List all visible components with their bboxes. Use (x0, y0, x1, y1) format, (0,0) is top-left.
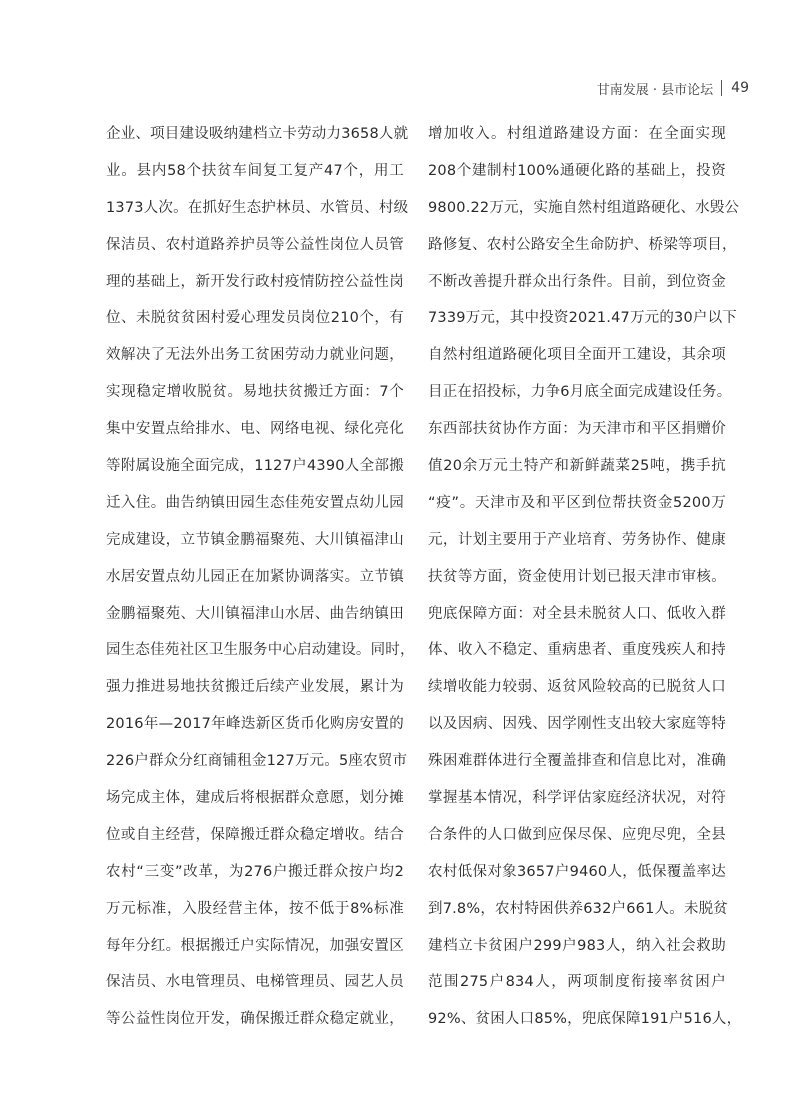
body-text-line: 体、收入不稳定、重病患者、重度残疾人和持 (428, 642, 726, 659)
body-text-line: 续增收能力较弱、返贫风险较高的已脱贫人口 (428, 679, 726, 696)
body-text-line: 扶贫等方面，资金使用计划已报天津市审核。 (428, 568, 726, 585)
body-text-line: 目正在招投标，力争6月底全面完成建设任务。 (428, 384, 732, 401)
body-text-line: 完成建设，立节镇金鹏福聚苑、大川镇福津山 (106, 531, 404, 548)
body-text-line: 等附属设施全面完成，1127户4390人全部搬 (106, 458, 404, 475)
body-text-line: 等公益性岗位开发，确保搬迁群众稳定就业， (106, 1011, 404, 1028)
body-text-line: 迁入住。曲告纳镇田园生态佳苑安置点幼儿园 (106, 494, 404, 511)
body-text-line: 农村低保对象3657户9460人，低保覆盖率达 (428, 863, 726, 880)
body-text-line: 每年分红。根据搬迁户实际情况，加强安置区 (106, 937, 404, 954)
header-divider (721, 80, 722, 96)
body-text-line: 位或自主经营，保障搬迁群众稳定增收。结合 (106, 826, 404, 843)
body-text-line: 以及因病、因残、因学刚性支出较大家庭等特 (428, 716, 726, 733)
body-text-line: 实现稳定增收脱贫。易地扶贫搬迁方面：7个 (106, 384, 404, 401)
body-text-line: 不断改善提升群众出行条件。目前，到位资金 (428, 273, 726, 290)
body-text-line: 位、未脱贫贫困村爱心理发员岗位210个，有 (106, 310, 404, 327)
body-text-line: 企业、项目建设吸纳建档立卡劳动力3658人就 (106, 126, 409, 142)
body-text-line: 值20余万元土特产和新鲜蔬菜25吨，携手抗 (428, 458, 726, 475)
body-text-line: 万元标准，入股经营主体，按不低于8%标准 (106, 900, 404, 917)
body-text-line: 掌握基本情况，科学评估家庭经济状况，对符 (428, 790, 726, 807)
body-text-line: 自然村组道路硬化项目全面开工建设，其余项 (428, 347, 726, 364)
body-text-line: 保洁员、水电管理员、电梯管理员、园艺人员 (106, 974, 404, 991)
right-column (428, 121, 742, 1043)
body-text-line: 兜底保障方面：对全县未脱贫人口、低收入群 (428, 605, 726, 622)
body-text-line: 强力推进易地扶贫搬迁后续产业发展，累计为 (106, 679, 404, 696)
body-text-line: 建档立卡贫困户299户983人，纳入社会救助 (428, 937, 726, 954)
body-text-line: 范围275户834人，两项制度衔接率贫困户 (428, 974, 726, 991)
running-header (597, 79, 749, 97)
body-text-line: 路修复、农村公路安全生命防护、桥梁等项目， (428, 236, 737, 253)
header-title: 甘南发展 · 县市论坛 (596, 82, 714, 98)
body-text-line: 殊困难群体进行全覆盖排查和信息比对，准确 (428, 753, 726, 770)
page-number: 49 (731, 80, 749, 96)
body-text-line: 增加收入。村组道路建设方面：在全面实现 (428, 126, 726, 142)
body-text-line: 7339万元，其中投资2021.47万元的30户以下 (428, 310, 738, 327)
body-text-line: 元，计划主要用于产业培育、劳务协作、健康 (428, 531, 726, 548)
body-text-line: 208个建制村100%通硬化路的基础上，投资 (428, 162, 726, 179)
body-text-line: “疫”。天津市及和平区到位帮扶资金5200万 (428, 494, 726, 511)
body-text-line: 合条件的人口做到应保尽保、应兜尽兜，全县 (428, 826, 726, 843)
body-text-line: 到7.8%，农村特困供养632户661人。未脱贫 (428, 900, 728, 917)
body-text-line: 226户群众分红商铺租金127万元。5座农贸市 (106, 753, 408, 770)
body-text-line: 理的基础上，新开发行政村疫情防控公益性岗 (106, 273, 404, 290)
body-text-line: 9800.22万元，实施自然村组道路硬化、水毁公 (428, 199, 740, 216)
body-text-line: 金鹏福聚苑、大川镇福津山水居、曲告纳镇田 (106, 605, 404, 622)
body-text-line: 效解决了无法外出务工贫困劳动力就业问题， (106, 347, 404, 364)
body-text-line: 场完成主体，建成后将根据群众意愿，划分摊 (106, 790, 404, 807)
body-text-line: 92%、贫困人口85%，兜底保障191户516人， (428, 1011, 742, 1028)
body-text-line: 1373人次。在抓好生态护林员、水管员、村级 (106, 199, 409, 216)
body-text-line: 保洁员、农村道路养护员等公益性岗位人员管 (106, 236, 404, 253)
body-text-line: 2016年—2017年峰迭新区货币化购房安置的 (106, 716, 404, 733)
body-text-line: 园生态佳苑社区卫生服务中心启动建设。同时， (106, 642, 415, 659)
left-column (106, 121, 415, 1043)
body-text-line: 农村“三变”改革，为276户搬迁群众按户均2 (106, 863, 404, 880)
body-text-line: 水居安置点幼儿园正在加紧协调落实。立节镇 (106, 568, 404, 585)
body-text-line: 业。县内58个扶贫车间复工复产47个，用工 (106, 162, 404, 179)
body-text-line: 东西部扶贫协作方面：为天津市和平区捐赠价 (428, 421, 726, 438)
body-text-line: 集中安置点给排水、电、网络电视、绿化亮化 (106, 421, 404, 438)
